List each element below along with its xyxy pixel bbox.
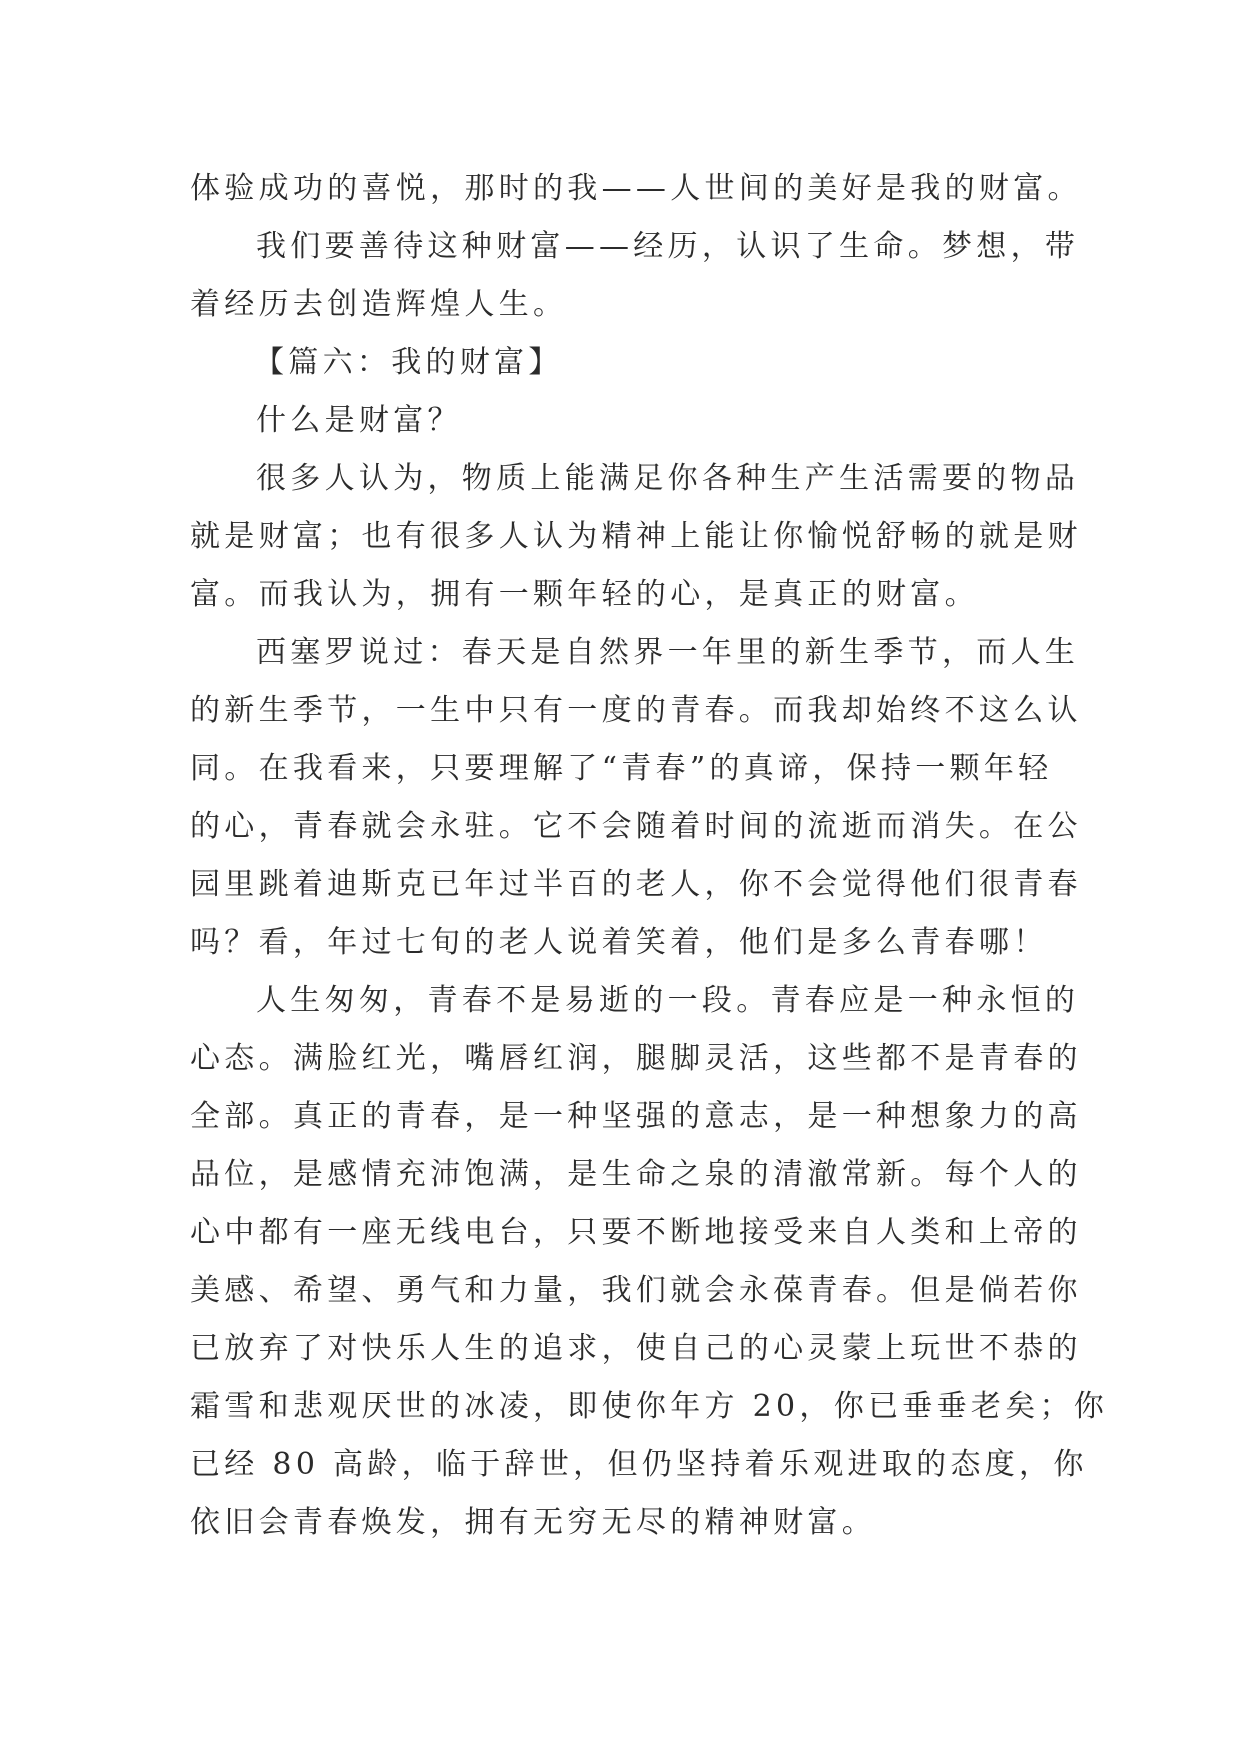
text-line: 美感、希望、勇气和力量，我们就会永葆青春。但是倘若你 [190, 1273, 1082, 1308]
text-line: 吗？看，年过七旬的老人说着笑着，他们是多么青春哪！ [190, 925, 1048, 960]
text-line: 霜雪和悲观厌世的冰凌，即使你年方 20，你已垂垂老矣；你 [190, 1389, 1109, 1424]
question-line: 什么是财富？ [256, 403, 462, 438]
text-line: 的心，青春就会永驻。它不会随着时间的流逝而消失。在公 [190, 809, 1082, 844]
text-line: 的新生季节，一生中只有一度的青春。而我却始终不这么认 [190, 693, 1082, 728]
paragraph-start-line: 我们要善待这种财富——经历，认识了生命。梦想，带 [256, 229, 1080, 264]
text-line: 体验成功的喜悦，那时的我——人世间的美好是我的财富。 [190, 171, 1082, 206]
paragraph-start-line: 西塞罗说过：春天是自然界一年里的新生季节，而人生 [256, 635, 1080, 670]
text-line: 富。而我认为，拥有一颗年轻的心，是真正的财富。 [190, 577, 979, 612]
text-line: 依旧会青春焕发，拥有无穷无尽的精神财富。 [190, 1505, 876, 1540]
text-line: 心中都有一座无线电台，只要不断地接受来自人类和上帝的 [190, 1215, 1082, 1250]
paragraph-start-line: 人生匆匆，青春不是易逝的一段。青春应是一种永恒的 [256, 983, 1080, 1018]
text-line: 同。在我看来，只要理解了“青春”的真谛，保持一颗年轻 [190, 751, 1053, 786]
text-line: 已放弃了对快乐人生的追求，使自己的心灵蒙上玩世不恭的 [190, 1331, 1082, 1366]
text-line: 品位，是感情充沛饱满，是生命之泉的清澈常新。每个人的 [190, 1157, 1082, 1192]
text-line: 就是财富；也有很多人认为精神上能让你愉悦舒畅的就是财 [190, 519, 1082, 554]
text-line: 心态。满脸红光，嘴唇红润，腿脚灵活，这些都不是青春的 [190, 1041, 1082, 1076]
text-line: 着经历去创造辉煌人生。 [190, 287, 568, 322]
section-heading: 【篇六：我的财富】 [254, 345, 563, 380]
paragraph-start-line: 很多人认为，物质上能满足你各种生产生活需要的物品 [256, 461, 1080, 496]
text-line: 已经 80 高龄，临于辞世，但仍坚持着乐观进取的态度，你 [190, 1447, 1088, 1482]
text-line: 全部。真正的青春，是一种坚强的意志，是一种想象力的高 [190, 1099, 1082, 1134]
document-body [190, 160, 1109, 1552]
text-line: 园里跳着迪斯克已年过半百的老人，你不会觉得他们很青春 [190, 867, 1082, 902]
